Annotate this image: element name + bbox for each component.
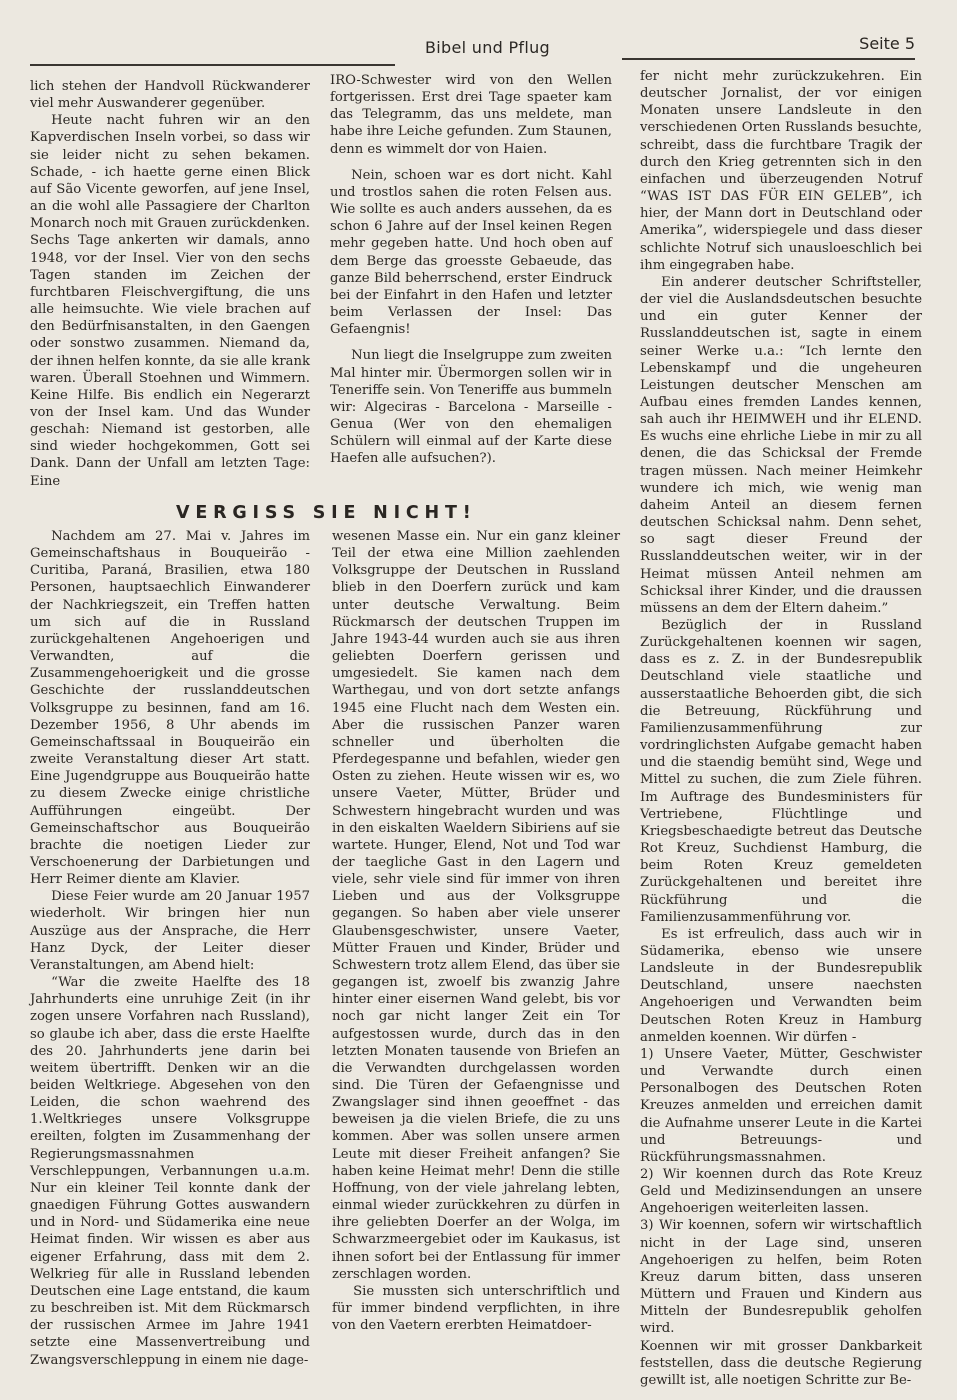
list-item: 2) Wir koennen durch das Rote Kreuz Geld und Medizinsendungen an unsere Angehoerigen weiterleiten lassen. bbox=[640, 1167, 922, 1217]
paragraph: Ein anderer deutscher Schriftsteller, der viel die Auslandsdeutschen besuchte und ein guter Kenner der Russlanddeutschen ist, sagte in einem seiner Werke u.a.: “Ich lernte den Lebenskampf und die ungeheuren Leistungen deutscher Menschen am Aufbau eines fremden Landes kennen, sah auch ihr HEIMWEH und ihr ELEND. Es wuchs eine ehrliche Liebe in mir zu all denen, die das Schicksal der Fremde tragen müssen. Nach meiner Heimkehr wundere ich mich, wie wenig man daheim Anteil an diesem fernen deutschen Schicksal nahm. Denn sehet, so sagt dieser Freund der Russlanddeutschen weiter, wir in der Heimat müssen Anteil nehmen am Schicksal ihrer Kinder, und die draussen müssens an dem der Eltern daheim.” bbox=[640, 274, 922, 616]
paragraph: Bezüglich der in Russland Zurückgehaltenen koennen wir sagen, dass es z. Z. in der Bundesrepublik Deutschland viele staatliche und ausserstaatliche Behoerden gibt, die sich die Betreuung, Rückführung und Familienzusammenführung zur vordringlichsten Aufgabe gemacht haben und die staendig bemüht sind, Wege und Mittel zu suchen, die zum Ziele führen. Im Auftrage des Bundesministers für Vertriebene, Flüchtlinge und Kriegsbeschaedigte betreut das Deutsche Rot Kreuz, Suchdienst Hamburg, die beim Roten Kreuz gemeldeten Zurückgehaltenen und bereitet ihre Rückführung und die Familienzusammenführung vor. bbox=[640, 618, 922, 925]
paragraph: Nein, schoen war es dort nicht. Kahl und trostlos sahen die roten Felsen aus. Wie sollte es auch anders aussehen, da es schon 6 Jahre auf der Insel keinen Regen mehr gegeben hatte. Und hoch oben auf dem Berge das groesste Gebaeude, das ganze Bild beherrschend, erster Eindruck bei der Einfahrt in den Hafen und letzter beim Verlassen der Insel: Das Gefaengnis! bbox=[330, 167, 612, 338]
article-headline: VERGISS SIE NICHT! bbox=[176, 502, 477, 523]
paragraph: Nachdem am 27. Mai v. Jahres im Gemeinschaftshaus in Bouqueirão - Curitiba, Paraná, Brasilien, etwa 180 Personen, hauptsaechlich Einwanderer der Nachkriegszeit, ein Treffen hatten um sich auf die in Russland zurückgehaltenen Angehoerigen und Verwandten, auf die Zusammengehoerigkeit und die grosse Geschichte der russlanddeutschen Volksgruppe zu besinnen, fand am 16. Dezember 1956, 8 Uhr abends im Gemeinschaftssaal in Bouqueirão ein zweite Veranstaltung dieser Art statt. Eine Jugendgruppe aus Bouqueirão hatte zu diesem Zwecke einige christliche Aufführungen eingeübt. Der Gemeinschaftschor aus Bouqueirão brachte die noetigen Lieder zur Verschoenerung der Darbietungen und Herr Reimer diente am Klavier. bbox=[30, 529, 310, 888]
paragraph: IRO-Schwester wird von den Wellen fortgerissen. Erst drei Tage spaeter kam das Telegramm, das uns meldete, man habe ihre Leiche gefunden. Zum Staunen, denn es wimmelt dor von Haien. bbox=[330, 73, 612, 157]
paragraph: Koennen wir mit grosser Dankbarkeit feststellen, dass die deutsche Regierung gewillt ist, alle noetigen Schritte zur Be- bbox=[640, 1338, 922, 1388]
article-column-2 bbox=[332, 528, 620, 1334]
paragraph: Es ist erfreulich, dass auch wir in Südamerika, ebenso wie unsere Landsleute in der Bundesrepublik Deutschland, unsere naechsten Angehoerigen und Verwandten beim Deutschen Roten Kreuz in Hamburg anmelden koennen. Wir dürfen - bbox=[640, 926, 922, 1045]
header-rule-left bbox=[30, 64, 395, 66]
page-number: Seite 5 bbox=[859, 34, 915, 53]
paragraph: Nun liegt die Inselgruppe zum zweiten Mal hinter mir. Übermorgen sollen wir in Teneriffe sein. Von Teneriffe aus bummeln wir: Algeciras - Barcelona - Marseille - Genua (Wer von den ehemaligen Schülern will einmal auf der Karte diese Haefen alle aufsuchen?). bbox=[330, 348, 612, 467]
paragraph: wesenen Masse ein. Nur ein ganz kleiner Teil der etwa eine Million zaehlenden Volksgruppe der Deutschen in Russland blieb in den Doerfern zurück und kam unter deutsche Verwaltung. Beim Rückmarsch der deutschen Truppen im Jahre 1943-44 wurden auch sie aus ihren geliebten Doerfern gerissen und umgesiedelt. Sie kamen nach dem Warthegau, und von dort setzte anfangs 1945 eine Flucht nach dem Westen ein. Aber die russischen Panzer waren schneller und überholten die Pferdegespanne und befahlen, wieder gen Osten zu ziehen. Heute wissen wir es, wo unsere Vaeter, Mütter, Brüder und Schwestern hingebracht wurden und was in den eiskalten Waeldern Sibiriens auf sie wartete. Hunger, Elend, Not und Tod war der taegliche Gast in den Lagern und viele, sehr viele sind für immer von ihren Lieben und aus der Volksgruppe gegangen. So haben aber viele unserer Glaubensgeschwister, unsere Vaeter, Mütter Frauen und Kinder, Brüder und Schwestern trotz allem Elend, das über sie gegangen ist, zwoelf bis zwanzig Jahre hinter einer eisernen Wand gelebt, bis vor noch gar nicht langer Zeit ein Tor aufgestossen wurde, durch das in den letzten Monaten tausende von Briefen an die Verwandten durchgelassen worden sind. Die Türen der Gefaengnisse und Zwangslager sind ihnen geoeffnet - das beweisen ja die vielen Briefe, die zu uns kommen. Aber was sollen unsere armen Leute mit dieser Freiheit anfangen? Sie haben keine Heimat mehr! Denn die stille Hoffnung, von der viele jahrelang lebten, einmal wieder zurückkehren zu dürfen in ihre geliebten Doerfer an der Wolga, im Schwarzmeergebiet oder im Kaukasus, ist ihnen sofort bei der Entlassung für immer zerschlagen worden. bbox=[332, 529, 620, 1282]
list-item: 3) Wir koennen, sofern wir wirtschaftlich nicht in der Lage sind, unseren Angehoerigen zu helfen, beim Roten Kreuz darum bitten, dass unseren Müttern und Frauen und Kindern aus Mitteln der Bundesrepublik geholfen wird. bbox=[640, 1218, 922, 1337]
paragraph: “War die zweite Haelfte des 18 Jahrhunderts eine unruhige Zeit (in ihr zogen unsere Vorfahren nach Russland), so glaube ich aber, dass die erste Haelfte des 20. Jahrhunderts jene darin bei weitem übertrifft. Denken wir an die beiden Weltkriege. Abgesehen von den Leiden, die schon waehrend des 1.Weltkrieges unsere Volksgruppe ereilten, folgten im Zusammenhang der Regierungsmassnahmen Verschleppungen, Verbannungen u.a.m. Nur ein kleiner Teil konnte dank der gnaedigen Führung Gottes auswandern und in Nord- und Südamerika eine neue Heimat finden. Wir wissen es aber aus eigener Erfahrung, dass mit dem 2. Welkrieg für alle in Russland lebenden Deutschen eine Lage entstand, die kaum zu beschreiben ist. Mit dem Rückmarsch der russischen Armee im Jahre 1941 setzte eine Massenvertreibung und Zwangsverschleppung in einem nie dage- bbox=[30, 975, 310, 1368]
article-column-1 bbox=[30, 528, 310, 1369]
running-title: Bibel und Pflug bbox=[425, 38, 550, 57]
header-rule-right bbox=[622, 58, 915, 60]
paragraph: Diese Feier wurde am 20 Januar 1957 wiederholt. Wir bringen hier nun Auszüge aus der Ansprache, die Herr Hanz Dyck, der Leiter dieser Veranstaltungen, am Abend hielt: bbox=[30, 889, 310, 973]
paragraph: lich stehen der Handvoll Rückwanderer viel mehr Auswanderer gegenüber. bbox=[30, 79, 310, 112]
article-column-3 bbox=[640, 68, 922, 1389]
top-column-1 bbox=[30, 78, 310, 490]
paragraph: Sie mussten sich unterschriftlich und für immer bindend verpflichten, in ihre von den Vaetern ererbten Heimatdoer- bbox=[332, 1283, 620, 1334]
paragraph: Heute nacht fuhren wir an den Kapverdischen Inseln vorbei, so dass wir sie leider nicht zu sehen bekamen. Schade, - ich haette gerne einen Blick auf São Vicente geworfen, auf jene Insel, an die wohl alle Passagiere der Charlton Monarch noch mit Grauen zurückdenken. Sechs Tage ankerten wir damals, anno 1948, vor der Insel. Vier von den sechs Tagen standen im Zeichen der furchtbaren Fleischvergiftung, die uns alle heimsuchte. Wie viele brachen auf den Bedürfnisanstalten, in den Gaengen oder sonstwo zusammen. Niemand da, der ihnen helfen konnte, da sie alle krank waren. Überall Stoehnen und Wimmern. Keine Hilfe. Bis endlich ein Negerarzt von der Insel kam. Und das Wunder geschah: Niemand ist gestorben, alle sind wieder hochgekommen, Gott sei Dank. Dann der Unfall am letzten Tage: Eine bbox=[30, 113, 310, 489]
paragraph: fer nicht mehr zurückzukehren. Ein deutscher Jornalist, der vor einigen Monaten unsere Landsleute in den verschiedenen Orten Russlands besuchte, schreibt, dass die furchtbare Tragik der durch den Krieg getrennten sich in den einfachen und überzeugenden Notruf “WAS IST DAS FÜR EIN GELEB”, ich hier, der Mann dort in Deutschland oder Amerika”, widerspiegele und dass dieser schlichte Notruf sich unausloeschlich bei ihm eingegraben habe. bbox=[640, 69, 922, 273]
top-column-2 bbox=[330, 72, 612, 467]
list-item: 1) Unsere Vaeter, Mütter, Geschwister und Verwandte durch einen Personalbogen des Deutschen Roten Kreuzes anmelden und erreichen damit die Aufnahme unserer Leute in die Kartei und Betreuungs- und Rückführungsmassnahmen. bbox=[640, 1046, 922, 1165]
